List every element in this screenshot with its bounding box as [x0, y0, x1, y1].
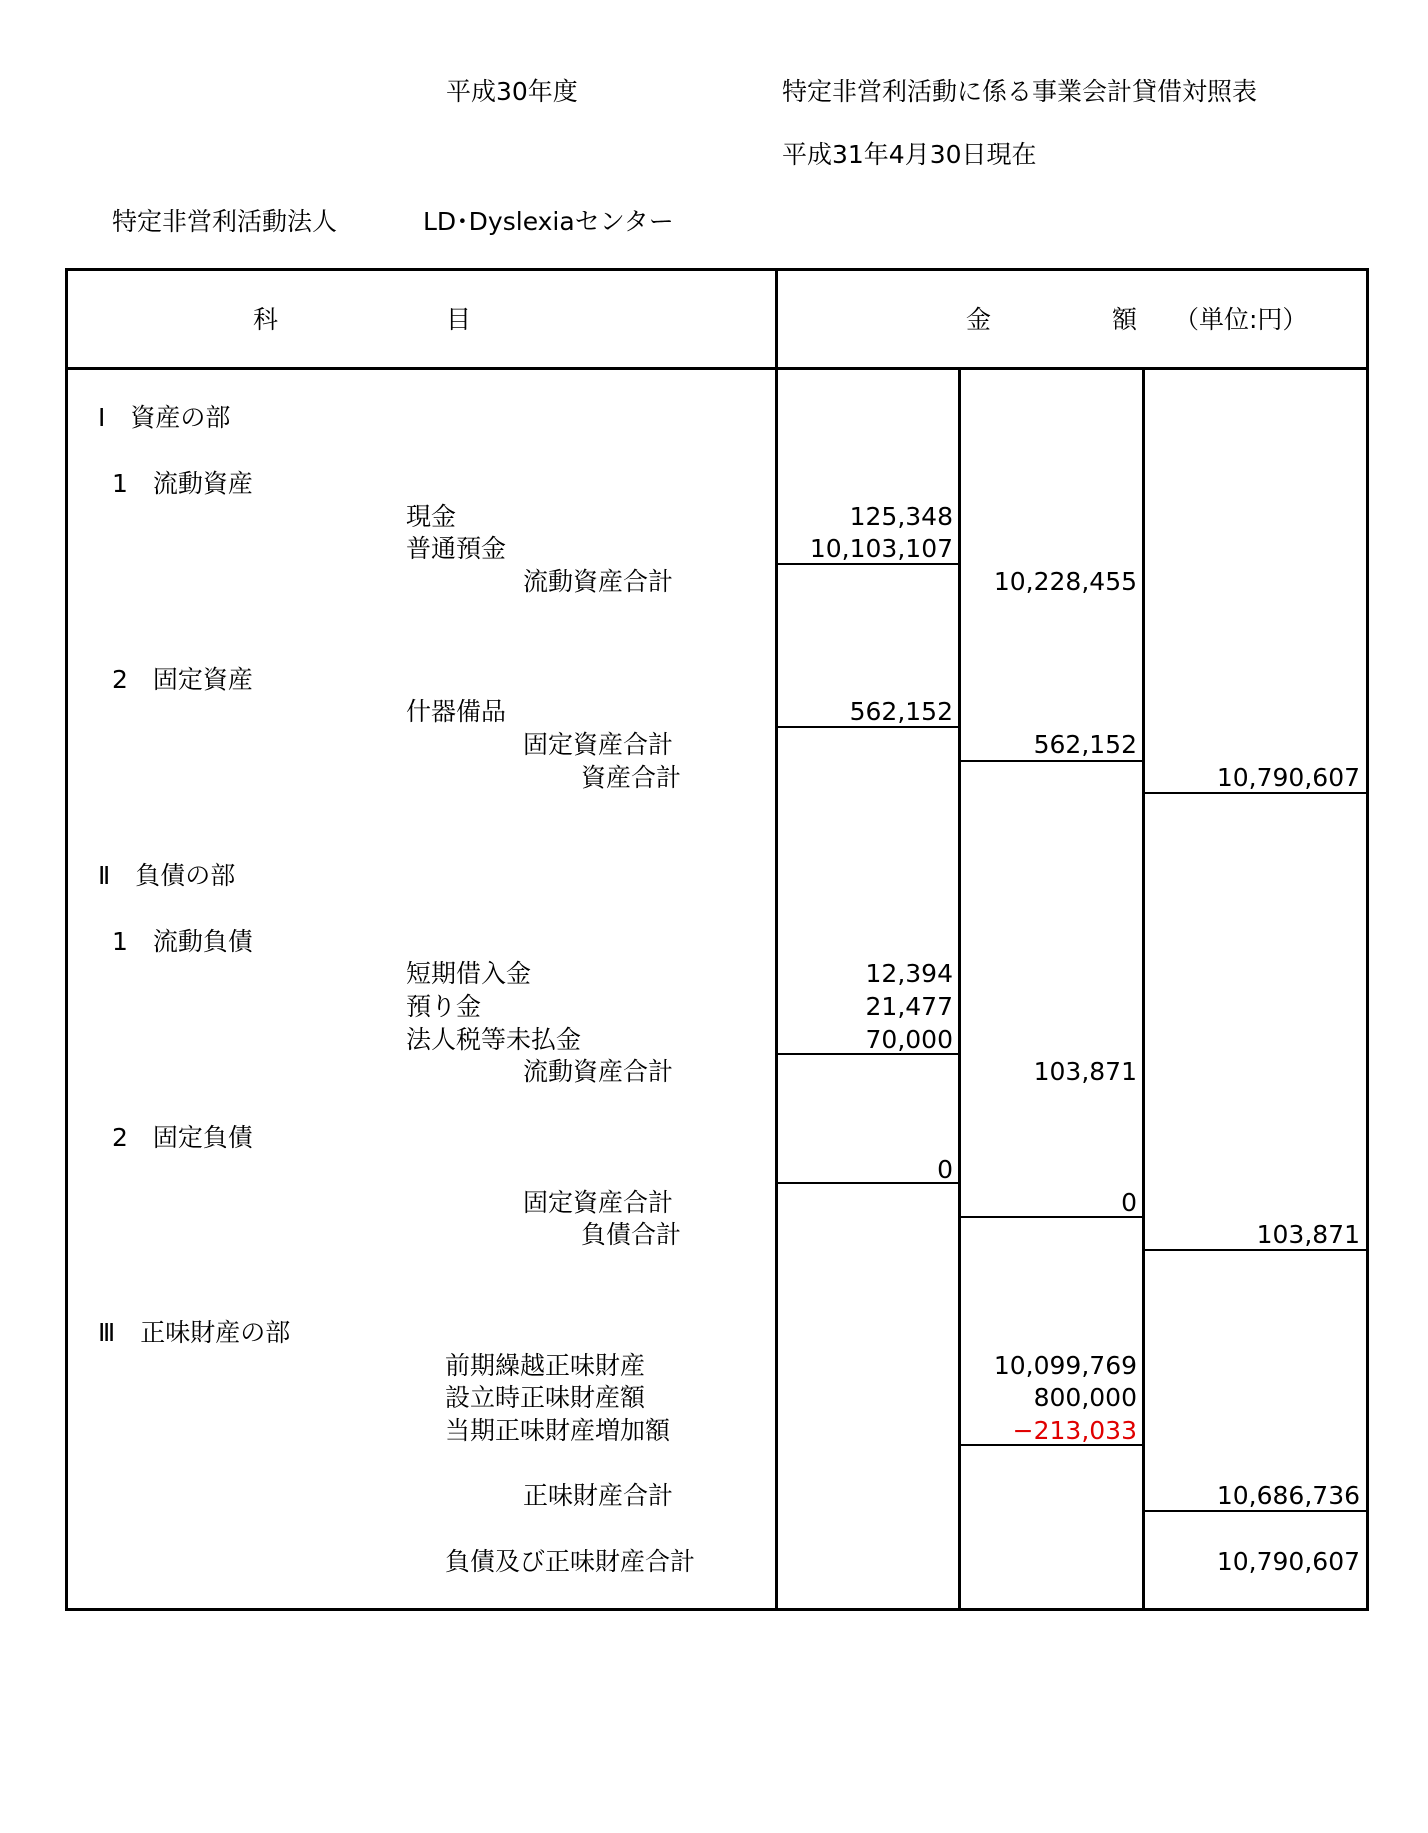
cash-value: 125,348 — [849, 502, 953, 531]
cash-label: 現金 — [406, 502, 457, 531]
assets-total-label: 資産合計 — [581, 763, 682, 792]
ordinary-deposit-label: 普通預金 — [406, 534, 507, 563]
current-assets-total-value: 10,228,455 — [993, 567, 1137, 596]
current-assets-heading: 1 流動資産 — [112, 469, 253, 498]
ordinary-deposit-value: 10,103,107 — [809, 534, 953, 563]
current-liabilities-total-value: 103,871 — [1033, 1057, 1137, 1086]
organization-name: LD･Dyslexiaセンター — [423, 207, 674, 236]
fixed-liabilities-total-value: 0 — [1121, 1188, 1137, 1217]
income-tax-payable-label: 法人税等未払金 — [406, 1025, 582, 1054]
fixed-assets-total-label: 固定資産合計 — [523, 730, 674, 759]
equipment-value: 562,152 — [849, 697, 953, 726]
liabilities-total-label: 負債合計 — [581, 1220, 682, 1249]
net-assets-change-label: 当期正味財産増加額 — [445, 1416, 671, 1445]
short-term-loan-label: 短期借入金 — [406, 959, 532, 988]
liabilities-total-value: 103,871 — [1256, 1220, 1360, 1249]
fixed-liabilities-total-label: 固定資産合計 — [523, 1188, 674, 1217]
fixed-assets-heading: 2 固定資産 — [112, 665, 253, 694]
header-unit: （単位:円） — [1174, 305, 1308, 334]
fiscal-year: 平成30年度 — [446, 77, 578, 106]
equipment-label: 什器備品 — [406, 697, 507, 726]
grand-total-value: 10,790,607 — [1216, 1547, 1360, 1576]
net-assets-total-value: 10,686,736 — [1216, 1481, 1360, 1510]
carried-forward-label: 前期繰越正味財産 — [445, 1351, 646, 1380]
header-subject-1: 科 — [253, 305, 279, 334]
fixed-assets-total-value: 562,152 — [1033, 730, 1137, 759]
carried-forward-value: 10,099,769 — [993, 1351, 1137, 1380]
organization-type: 特定非営利活動法人 — [112, 207, 338, 236]
short-term-loan-value: 12,394 — [865, 959, 953, 988]
header-amount-2: 額 — [1112, 305, 1138, 334]
fixed-liabilities-heading: 2 固定負債 — [112, 1123, 253, 1152]
as-of-date: 平成31年4月30日現在 — [782, 140, 1037, 169]
header-amount-1: 金 — [966, 305, 992, 334]
document-title: 特定非営利活動に係る事業会計貸借対照表 — [782, 77, 1258, 106]
net-assets-total-label: 正味財産合計 — [523, 1481, 674, 1510]
income-tax-payable-value: 70,000 — [865, 1025, 953, 1054]
grand-total-label: 負債及び正味財産合計 — [445, 1547, 696, 1576]
deposits-received-label: 預り金 — [406, 992, 482, 1021]
founding-net-assets-label: 設立時正味財産額 — [445, 1383, 646, 1412]
section-net-assets: Ⅲ 正味財産の部 — [98, 1318, 291, 1347]
fixed-liabilities-sub-value: 0 — [937, 1155, 953, 1184]
current-liabilities-total-label: 流動資産合計 — [523, 1057, 674, 1086]
deposits-received-value: 21,477 — [865, 992, 953, 1021]
net-assets-change-value: −213,033 — [1012, 1416, 1137, 1445]
section-liabilities: Ⅱ 負債の部 — [98, 861, 236, 890]
section-assets: Ⅰ 資産の部 — [98, 403, 231, 432]
current-liabilities-heading: 1 流動負債 — [112, 927, 253, 956]
current-assets-total-label: 流動資産合計 — [523, 567, 674, 596]
assets-total-value: 10,790,607 — [1216, 763, 1360, 792]
founding-net-assets-value: 800,000 — [1033, 1383, 1137, 1412]
header-subject-2: 目 — [446, 305, 472, 334]
